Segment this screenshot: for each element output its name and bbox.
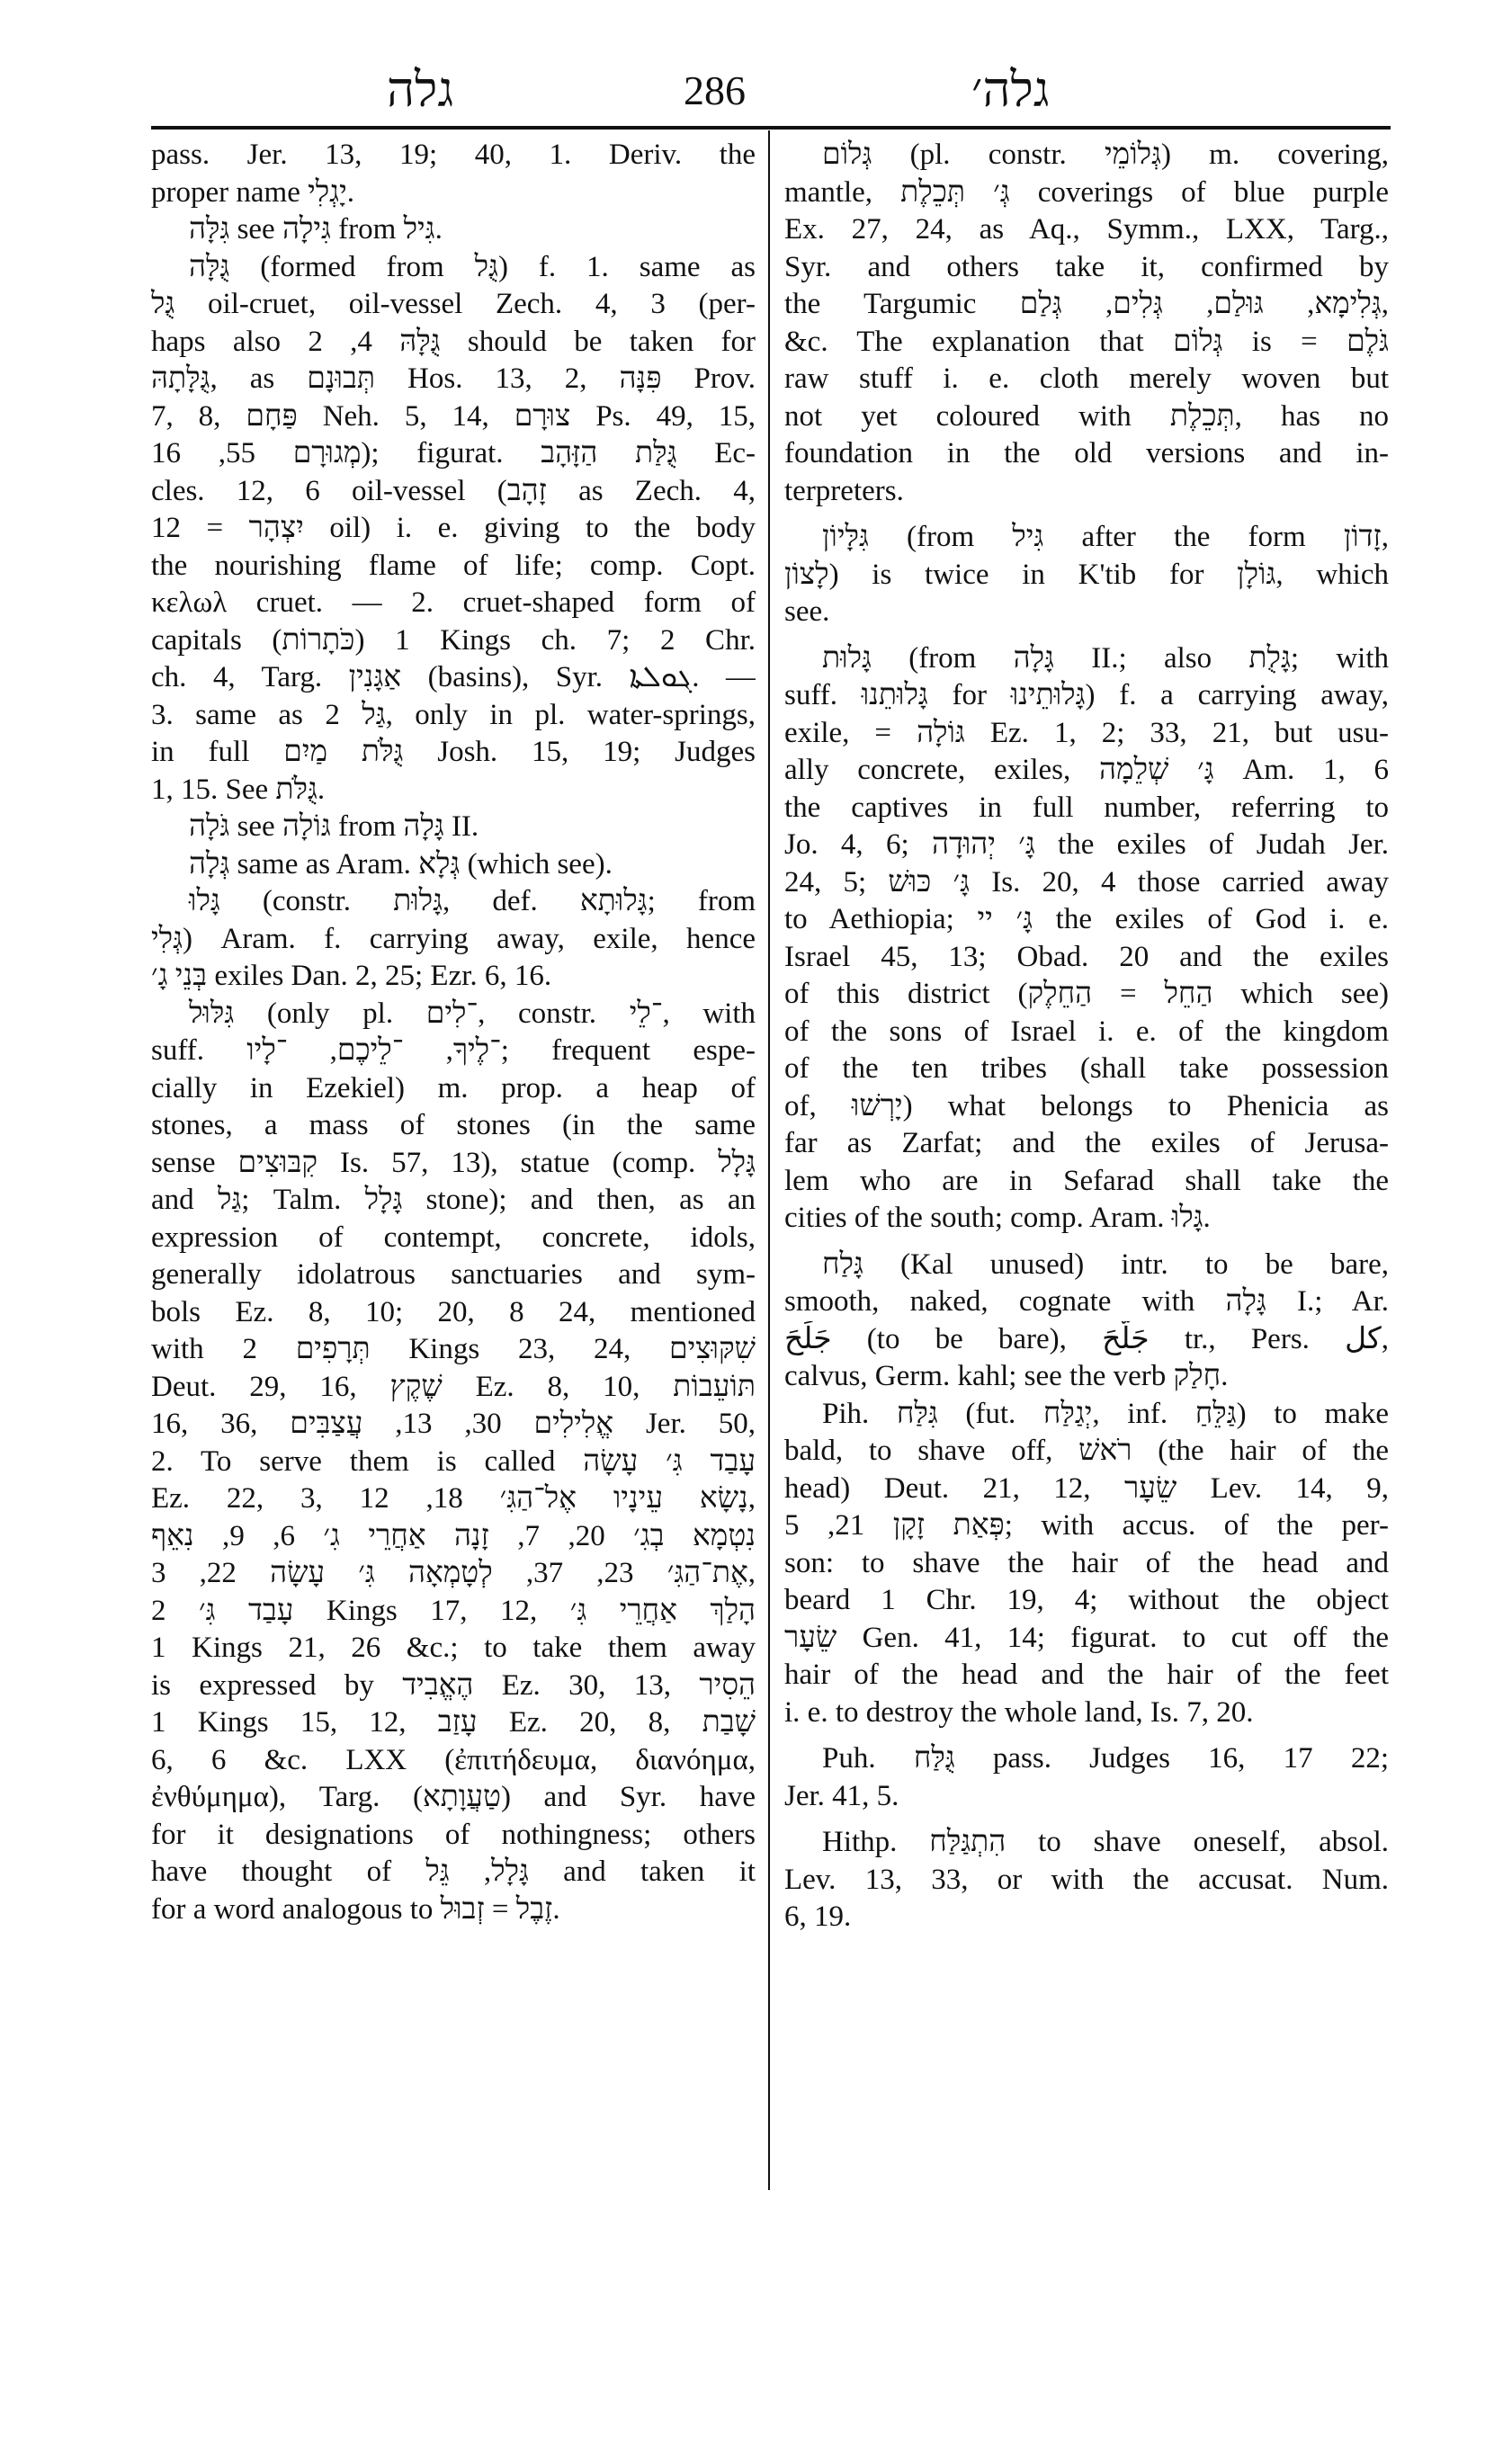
- text-line: גֻּל oil-cruet, oil-vessel Zech. 4, 3 (per-: [151, 288, 756, 320]
- text-line: ally concrete, exiles, גָּ׳ שְׁלֵמָה Am. 1, 6: [784, 754, 1389, 786]
- text-line: bols Ez. 8, 10; 20, 8 24, mentioned: [151, 1295, 756, 1328]
- text-line: אֶת־הַגִּ׳ 23, 37, לְטָמְאָה גִּ׳ עָשָׂה 22, 3,: [151, 1557, 756, 1589]
- text-line: sense קִבּוּצִים Is. 57, 13), statue (comp. גָּלָל: [151, 1146, 756, 1179]
- text-line: with תְּרָפִים 2 Kings 23, 24, שִׁקּוּצִים: [151, 1333, 756, 1365]
- column-divider: [768, 130, 770, 2190]
- text-line: to Aethiopia; גָּ׳ יי the exiles of God i. e.: [784, 903, 1389, 935]
- text-line: cities of the south; comp. Aram. גָּלוּ.: [784, 1202, 1211, 1234]
- text-line: 1, 15. See גֻּלֹּת.: [151, 773, 326, 806]
- text-line: pass. Jer. 13, 19; 40, 1. Deriv. the: [151, 139, 756, 171]
- header-rule: [151, 126, 1391, 130]
- text-line: גָּלַח (Kal unused) intr. to be bare,: [822, 1247, 1389, 1281]
- text-line: جَلَحَ (to be bare), جَلَّحَ tr., Pers. كل,: [784, 1322, 1389, 1355]
- text-line: i. e. to destroy the whole land, Is. 7, 20.: [784, 1695, 1254, 1729]
- text-line: far as Zarfat; and the exiles of Jerusa-: [784, 1127, 1389, 1159]
- text-line: Deut. 29, 16, שֶׁקֶץ Ez. 8, 10, תּוֹעֵבוֹת: [151, 1370, 756, 1403]
- text-line: Israel 45, 13; Obad. 20 and the exiles: [784, 940, 1389, 973]
- text-line: generally idolatrous sanctuaries and sym-: [151, 1258, 756, 1291]
- text-line: stones, a mass of stones (in the same: [151, 1109, 756, 1141]
- text-line: לָצוֹן) is twice in K'tib for גּוֹלָן, which: [784, 558, 1389, 591]
- text-line: is expressed by הֶאֱבִיד Ez. 30, 13, הֵסִיר: [151, 1668, 756, 1702]
- text-line: for a word analogous to זֶבֶל = זְבוּל.: [151, 1892, 560, 1926]
- text-line: mantle, גְּ׳ תְּכֵלֶת coverings of blue purple: [784, 175, 1389, 209]
- text-line: the nourishing flame of life; comp. Copt.: [151, 549, 756, 582]
- text-line: Ex. 27, 24, as Aq., Symm., LXX, Targ.,: [784, 213, 1389, 246]
- text-line: proper name יָגְלִי.: [151, 175, 354, 209]
- text-line: not yet coloured with תְּכֵלֶת, has no: [784, 399, 1389, 433]
- text-line: expression of contempt, concrete, idols,: [151, 1221, 756, 1254]
- right-column: [784, 137, 1389, 1936]
- text-line: foundation in the old versions and in-: [784, 437, 1389, 469]
- text-line: Hithp. הִתְגַּלַּח to shave oneself, absol.: [822, 1826, 1389, 1858]
- text-line: for it designations of nothingness; others: [151, 1818, 756, 1851]
- text-line: Puh. גֻּלַּח pass. Judges 16, 17 22;: [822, 1742, 1389, 1775]
- text-line: hair of the head and the hair of the feet: [784, 1659, 1389, 1691]
- text-line: Ez. 22, 3, נָשָׂא עֵינָיו אֶל־הַגִּ׳ 18, 12,: [151, 1482, 756, 1515]
- text-line: ch. 4, Targ. אַגָּנִין (basins), Syr. ܓܘܠܬܐ. —: [151, 661, 756, 693]
- text-line: 2. To serve them is called עָבַד גִּ׳ עָשָׂה: [151, 1444, 756, 1478]
- text-line: Jo. 4, 6; גָּ׳ יְהוּדָה the exiles of Judah Jer.: [784, 828, 1389, 861]
- text-line: 16, 36, אֱלִילִים 30, 13, עֲצַבִּים Jer. 50,: [151, 1408, 756, 1440]
- text-line: cles. 12, 6 oil-vessel (זָהָב as Zech. 4,: [151, 474, 756, 507]
- text-line: גִּלָּה see גִּילָה from גִּיל.: [189, 213, 443, 246]
- text-line: see.: [784, 595, 830, 628]
- text-line: גֻּלָּתָהּ, as תְּבוּנָם Hos. 13, 2, פִּנָּה Prov.: [151, 362, 756, 395]
- left-column: [151, 137, 756, 1928]
- text-line: 6, 19.: [784, 1900, 852, 1933]
- text-line: suff. ־לֶיךָ, ־לֵיכֶם, ־לָיו; frequent espe-: [151, 1034, 756, 1067]
- text-line: capitals (כֹּתָרוֹת) 1 Kings ch. 7; 2 Chr.: [151, 623, 756, 657]
- text-line: cially in Ezekiel) m. prop. a heap of: [151, 1071, 756, 1104]
- text-line: bald, to shave off, רֹאשׁ (the hair of the: [784, 1435, 1389, 1467]
- text-line: בְּנֵי גָ׳ exiles Dan. 2, 25; Ezr. 6, 16.: [151, 960, 552, 992]
- text-line: haps also גֻּלָּהּ 4, 2 should be taken for: [151, 325, 756, 358]
- text-line: נִטְמָא בְגִ׳ 20, 7, זָנָה אַחֲרֵי גִ׳ 6, 9, נִאֵף: [151, 1519, 756, 1552]
- text-line: גָּלוּ (constr. גָּלוּת, def. גָּלוּתָא; from: [189, 885, 756, 917]
- text-line: גְּלָה same as Aram. גְּלָא (which see).: [189, 847, 613, 881]
- text-line: ἐνθύμημα), Targ. (טַעֲוָתָא) and Syr. have: [151, 1781, 756, 1813]
- left-running-head: גלה: [387, 61, 454, 118]
- page-number: 286: [684, 67, 746, 113]
- text-line: the Targumic גְּלִימָא, גּוּלַם, גְּלִים, גְּלַם,: [784, 288, 1389, 320]
- text-line: 12 = יִצְהָר oil) i. e. giving to the body: [151, 512, 756, 544]
- text-line: suff. גָּלוּתֵנוּ for גָּלוּתֵינוּ) f. a carrying away,: [784, 679, 1389, 711]
- text-line: 6, 6 &c. LXX (ἐπιτήδευμα, διανόημα,: [151, 1743, 756, 1776]
- text-line: and גַּל; Talm. גָּלָל stone); and then, as an: [151, 1184, 756, 1216]
- text-line: of this district (הַחֵל = הַחֵלֶק which see): [784, 978, 1389, 1010]
- text-line: גֻּלָּה (formed from גֻּל) f. 1. same as: [189, 250, 756, 283]
- text-line: calvus, Germ. kahl; see the verb חָלַק.: [784, 1360, 1229, 1392]
- text-line: שֵׂעָר Gen. 41, 14; figurat. to cut off the: [784, 1621, 1389, 1654]
- text-line: מְגוּרָם 55, 16); figurat. גֻּלַּת הַזָּהָב Ec-: [151, 437, 756, 469]
- text-line: 24, 5; גָּ׳ כּוּשׁ Is. 20, 4 those carried away: [784, 865, 1389, 899]
- text-line: 1 Kings 21, 26 &c.; to take them away: [151, 1632, 756, 1664]
- text-line: son: to shave the hair of the head and: [784, 1546, 1389, 1579]
- page-header: [0, 54, 1512, 117]
- text-line: גָּלוּת (from גָּלָה II.; also גָּלֻת; with: [822, 641, 1389, 675]
- text-line: גִּלּוּל (only pl. ־לִים, constr. ־לֵי, with: [189, 997, 756, 1030]
- text-line: פְּאַת זָקָן 21, 5; with accus. of the per-: [784, 1509, 1389, 1542]
- text-line: head) Deut. 21, 12, שֵׂעָר Lev. 14, 9,: [784, 1471, 1389, 1505]
- text-line: lem who are in Sefarad shall take the: [784, 1164, 1389, 1197]
- text-line: of the sons of Israel i. e. of the kingdom: [784, 1015, 1389, 1048]
- text-line: גֹּלָה see גּוֹלָה from גָּלָה II.: [189, 810, 479, 843]
- text-line: κελωλ cruet. — 2. cruet-shaped form of: [151, 586, 756, 619]
- text-line: of, יָרְשׁוּ) what belongs to Phenicia as: [784, 1089, 1389, 1122]
- text-line: of the ten tribes (shall take possession: [784, 1052, 1389, 1085]
- text-line: beard 1 Chr. 19, 4; without the object: [784, 1584, 1389, 1616]
- text-line: smooth, naked, cognate with גָּלָה I.; Ar.: [784, 1285, 1389, 1318]
- text-line: 1 Kings 15, 12, עָזַב Ez. 20, 8, שָׁבַת: [151, 1706, 756, 1739]
- text-line: עָבַד גִּ׳ 2 Kings 17, 12, הָלַךְ אַחֲרֵי גִּ׳: [151, 1594, 756, 1627]
- text-line: in full גֻּלֹּת מַיִם Josh. 15, 19; Judges: [151, 736, 756, 768]
- text-line: Syr. and others take it, confirmed by: [784, 250, 1389, 283]
- text-line: 7, 8, פַּחָם Neh. 5, 14, צוּרָם Ps. 49, 15,: [151, 399, 756, 433]
- text-line: Jer. 41, 5.: [784, 1779, 899, 1812]
- text-line: Lev. 13, 33, or with the accusat. Num.: [784, 1863, 1389, 1896]
- right-running-head: גלה׳: [971, 61, 1050, 118]
- text-line: גְּלִי) Aram. f. carrying away, exile, hence: [151, 922, 756, 955]
- text-line: גִּלָּיוֹן (from גִּיל after the form זָדוֹן,: [822, 521, 1389, 553]
- text-line: terpreters.: [784, 474, 904, 507]
- text-line: גְּלוֹם (pl. constr. גְּלוֹמֵי) m. covering,: [822, 139, 1389, 171]
- text-line: 3. same as גַּל 2, only in pl. water-springs,: [151, 698, 756, 731]
- text-line: the captives in full number, referring to: [784, 791, 1389, 824]
- text-line: &c. The explanation that גְּלוֹם is = גֹּלֶם: [784, 325, 1389, 358]
- text-line: Pih. גִּלַּח (fut. יְגַלַּח, inf. גַּלֵּחַ) to make: [822, 1397, 1389, 1430]
- text-line: raw stuff i. e. cloth merely woven but: [784, 362, 1389, 395]
- text-line: have thought of גָּלָל, גֵּל and taken it: [151, 1855, 756, 1888]
- text-line: exile, = גּוֹלָה Ez. 1, 2; 33, 21, but usu-: [784, 716, 1389, 749]
